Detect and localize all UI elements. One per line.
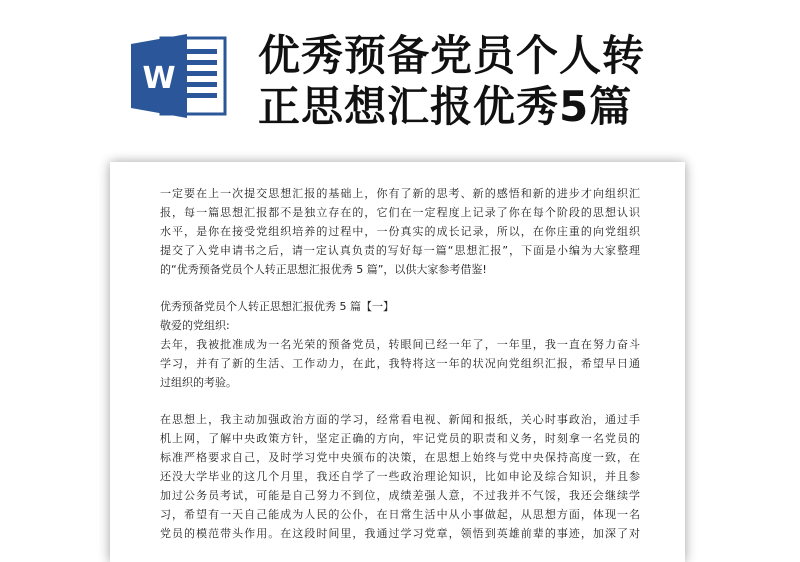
intro-line: 的“优秀预备党员个人转正思想汇报优秀 5 篇”，以供大家参考借鉴! (160, 263, 487, 276)
title-line-2: 正思想汇报优秀5篇 (258, 82, 633, 131)
paragraph-line: 党员的模范带头作用。在这段时间里，我通过学习党章，领悟到英雄前辈的事迹，加深了对 (160, 527, 640, 540)
paragraph-line: 学习，并有了新的生活、工作动力，在此，我特将这一年的状况向党组织汇报，希望早日通 (160, 357, 640, 370)
paragraph-gap (160, 279, 640, 297)
intro-line: 水平，是你在接受党组织培养的过程中，一份真实的成长记录，所以，在你庄重的向党组织 (160, 225, 640, 238)
salutation: 敬爱的党组织: (160, 319, 230, 332)
paragraph-line: 加过公务员考试，可能是自己努力不到位，成绩差强人意，不过我并不气馁，我还会继续学 (160, 489, 640, 502)
paragraph-line: 去年，我被批准成为一名光荣的预备党员，转眼间已经一年了，一年里，我一直在努力奋斗 (160, 338, 640, 351)
document-preview (110, 162, 685, 562)
paragraph-line: 标准严格要求自己，及时学习党中央颁布的决策，在思想上始终与党中央保持高度一致，在 (160, 451, 640, 464)
title-line-1: 优秀预备党员个人转 (258, 31, 646, 80)
page-title (258, 30, 778, 132)
word-document-icon (131, 34, 229, 118)
paragraph-line: 习，希望有一天自己能成为人民的公仆，在日常生活中从小事做起，从思想方面，体现一名 (160, 508, 640, 521)
intro-line: 报，每一篇思想汇报都不是独立存在的，它们在一定程度上记录了你在每个阶段的思想认识 (160, 206, 640, 219)
header-banner (0, 0, 800, 160)
document-body (160, 184, 640, 543)
section-title: 优秀预备党员个人转正思想汇报优秀 5 篇【一】 (160, 300, 394, 313)
paragraph-line: 在思想上，我主动加强政治方面的学习，经常看电视、新闻和报纸，关心时事政治，通过手 (160, 413, 640, 426)
intro-line: 提交了入党申请书之后，请一定认真负责的写好每一篇“思想汇报”，下面是小编为大家整理 (160, 244, 640, 257)
word-icon-letter: W (142, 61, 176, 96)
paragraph-line: 过组织的考验。 (160, 376, 237, 389)
paragraph-gap (160, 392, 640, 410)
paragraph-line: 还没大学毕业的这几个月里，我还自学了一些政治理论知识，比如申论及综合知识，并且参 (160, 470, 640, 483)
intro-line: 一定要在上一次提交思想汇报的基础上，你有了新的思考、新的感悟和新的进步才向组织汇 (160, 187, 640, 200)
paragraph-line: 机上网，了解中央政策方针，坚定正确的方向，牢记党员的职责和义务，时刻拿一名党员的 (160, 432, 640, 445)
